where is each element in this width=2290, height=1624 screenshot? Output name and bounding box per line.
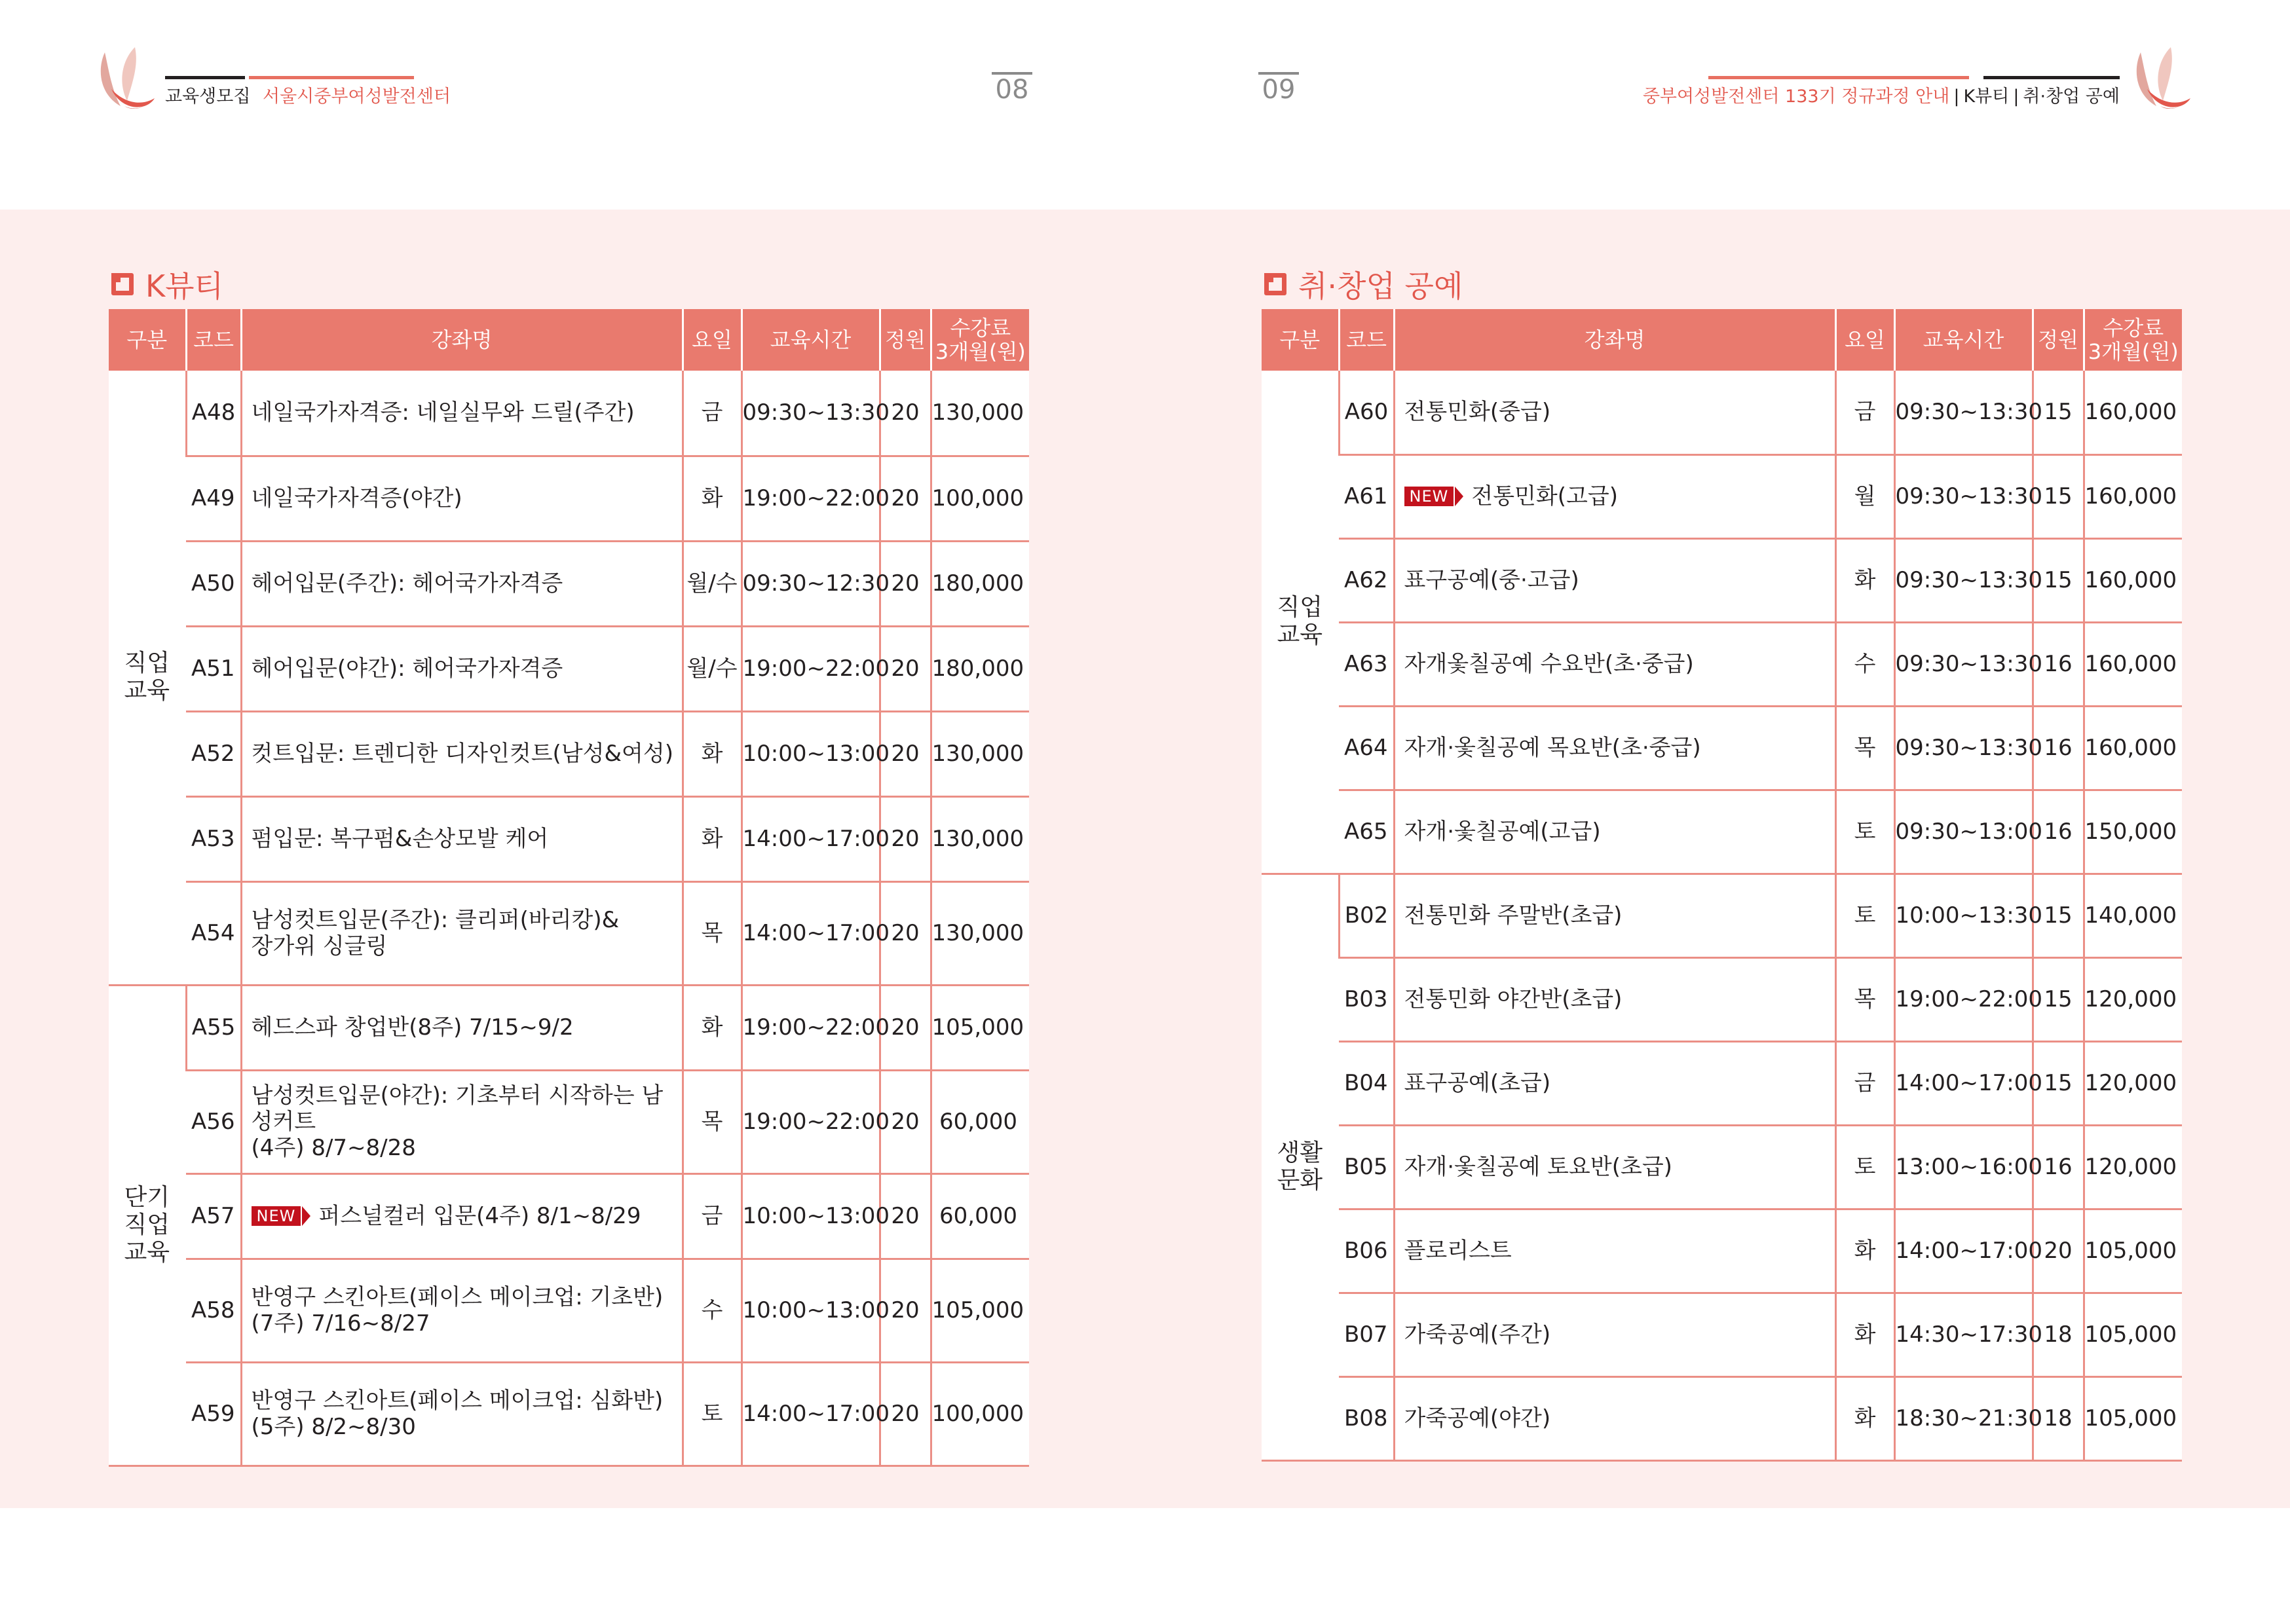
course-name-cell bbox=[1394, 874, 1835, 957]
table-row bbox=[1262, 874, 2182, 957]
course-time-cell: 10:00~13:00 bbox=[741, 1259, 880, 1362]
course-code-cell: B05 bbox=[1339, 1125, 1394, 1209]
course-fee-cell: 105,000 bbox=[931, 985, 1029, 1070]
course-capacity-cell: 20 bbox=[880, 796, 931, 881]
course-code-cell: B07 bbox=[1339, 1293, 1394, 1376]
category-label: 단기 직업 교육 bbox=[124, 1184, 170, 1266]
course-code-cell: A60 bbox=[1339, 371, 1394, 454]
category-label: 생활 문화 bbox=[1277, 1139, 1323, 1194]
course-name-cell bbox=[1394, 538, 1835, 622]
course-name: 플로리스트 bbox=[1404, 1238, 1512, 1264]
category-cell bbox=[1262, 874, 1339, 1460]
course-code-cell: A58 bbox=[186, 1259, 241, 1362]
course-fee-cell: 160,000 bbox=[2084, 371, 2182, 454]
table-row bbox=[1262, 957, 2182, 1041]
course-fee-cell: 105,000 bbox=[2084, 1293, 2182, 1376]
course-day-cell: 월/수 bbox=[683, 626, 741, 711]
course-day-cell: 토 bbox=[1835, 1125, 1894, 1209]
table-row bbox=[109, 881, 1029, 985]
course-day-cell: 목 bbox=[683, 1070, 741, 1173]
course-time-cell: 13:00~16:00 bbox=[1894, 1125, 2033, 1209]
course-day-cell: 화 bbox=[683, 796, 741, 881]
course-code-cell: B03 bbox=[1339, 957, 1394, 1041]
course-code-cell: A57 bbox=[186, 1173, 241, 1259]
center-logo-icon bbox=[2131, 43, 2192, 115]
course-name-cell bbox=[1394, 622, 1835, 706]
course-capacity-cell: 20 bbox=[880, 711, 931, 796]
table-row bbox=[1262, 1041, 2182, 1125]
table-row bbox=[1262, 371, 2182, 454]
table-row bbox=[1262, 706, 2182, 790]
course-name: 헤어입문(주간): 헤어국가자격증 bbox=[251, 570, 563, 597]
header-right-craft: 취·창업 공예 bbox=[2023, 86, 2120, 107]
column-header: 교육시간 bbox=[1894, 309, 2033, 371]
course-name-cell bbox=[241, 711, 683, 796]
course-day-cell: 화 bbox=[683, 711, 741, 796]
course-code-cell: B08 bbox=[1339, 1376, 1394, 1460]
course-fee-cell: 130,000 bbox=[931, 796, 1029, 881]
course-name-cell bbox=[1394, 1209, 1835, 1293]
course-name: 남성컷트입문(주간): 클리퍼(바리캉)& 장가위 싱글링 bbox=[251, 907, 620, 959]
course-fee-cell: 60,000 bbox=[931, 1070, 1029, 1173]
course-fee-cell: 140,000 bbox=[2084, 874, 2182, 957]
column-header: 코드 bbox=[1339, 309, 1394, 371]
column-header: 교육시간 bbox=[741, 309, 880, 371]
course-day-cell: 화 bbox=[1835, 1209, 1894, 1293]
course-fee-cell: 160,000 bbox=[2084, 622, 2182, 706]
column-header: 강좌명 bbox=[1394, 309, 1835, 371]
kbeauty-course-table bbox=[109, 309, 1029, 1467]
course-name: 자개·옻칠공예 토요반(초급) bbox=[1404, 1154, 1672, 1180]
course-name-cell bbox=[241, 1173, 683, 1259]
table-row bbox=[109, 456, 1029, 541]
course-code-cell: A49 bbox=[186, 456, 241, 541]
course-name-cell bbox=[1394, 371, 1835, 454]
table-header-row bbox=[1262, 309, 2182, 371]
course-code-cell: A55 bbox=[186, 985, 241, 1070]
column-header: 코드 bbox=[186, 309, 241, 371]
course-name: 네일국가자격증: 네일실무와 드릴(주간) bbox=[251, 399, 635, 426]
course-capacity-cell: 15 bbox=[2033, 454, 2084, 538]
column-header: 요일 bbox=[1835, 309, 1894, 371]
course-fee-cell: 130,000 bbox=[931, 711, 1029, 796]
table-row bbox=[1262, 538, 2182, 622]
course-code-cell: A54 bbox=[186, 881, 241, 985]
column-header: 수강료 3개월(원) bbox=[2084, 309, 2182, 371]
course-name-cell bbox=[241, 1259, 683, 1362]
header-right-program: 중부여성발전센터 133기 정규과정 안내 bbox=[1642, 86, 1950, 107]
table-row bbox=[1262, 1209, 2182, 1293]
course-time-cell: 14:00~17:00 bbox=[741, 796, 880, 881]
course-capacity-cell: 15 bbox=[2033, 874, 2084, 957]
course-name: 전통민화(중급) bbox=[1404, 399, 1551, 426]
table-row bbox=[1262, 1376, 2182, 1460]
section-square-icon bbox=[1264, 273, 1286, 295]
course-code-cell: A50 bbox=[186, 541, 241, 626]
course-fee-cell: 130,000 bbox=[931, 881, 1029, 985]
course-day-cell: 토 bbox=[1835, 790, 1894, 874]
course-name: 퍼스널컬러 입문(4주) 8/1~8/29 bbox=[318, 1203, 641, 1229]
course-name-cell bbox=[1394, 790, 1835, 874]
course-name: 전통민화 주말반(초급) bbox=[1404, 902, 1623, 929]
table-row bbox=[1262, 454, 2182, 538]
new-arrow-icon bbox=[1455, 487, 1463, 506]
table-row bbox=[109, 1070, 1029, 1173]
page-number-left: 08 bbox=[992, 75, 1032, 105]
course-name-cell bbox=[1394, 706, 1835, 790]
course-name-cell bbox=[1394, 1125, 1835, 1209]
course-name-cell bbox=[241, 456, 683, 541]
course-fee-cell: 120,000 bbox=[2084, 957, 2182, 1041]
course-code-cell: A64 bbox=[1339, 706, 1394, 790]
course-name: 가죽공예(주간) bbox=[1404, 1321, 1551, 1348]
category-cell bbox=[109, 985, 186, 1466]
course-time-cell: 10:00~13:00 bbox=[741, 1173, 880, 1259]
course-code-cell: A51 bbox=[186, 626, 241, 711]
course-code-cell: B02 bbox=[1339, 874, 1394, 957]
course-capacity-cell: 16 bbox=[2033, 622, 2084, 706]
course-day-cell: 월/수 bbox=[683, 541, 741, 626]
course-capacity-cell: 20 bbox=[880, 1173, 931, 1259]
column-header: 강좌명 bbox=[241, 309, 683, 371]
course-fee-cell: 100,000 bbox=[931, 456, 1029, 541]
course-day-cell: 화 bbox=[1835, 1376, 1894, 1460]
course-time-cell: 14:00~17:00 bbox=[1894, 1041, 2033, 1125]
course-time-cell: 19:00~22:00 bbox=[1894, 957, 2033, 1041]
course-day-cell: 월 bbox=[1835, 454, 1894, 538]
column-header: 정원 bbox=[880, 309, 931, 371]
course-time-cell: 09:30~13:30 bbox=[1894, 622, 2033, 706]
course-time-cell: 09:30~13:30 bbox=[741, 371, 880, 456]
course-name: 헤어입문(야간): 헤어국가자격증 bbox=[251, 655, 563, 682]
course-day-cell: 화 bbox=[1835, 538, 1894, 622]
course-day-cell: 목 bbox=[683, 881, 741, 985]
course-capacity-cell: 16 bbox=[2033, 1125, 2084, 1209]
craft-course-table bbox=[1262, 309, 2182, 1462]
course-name-cell bbox=[241, 371, 683, 456]
course-capacity-cell: 20 bbox=[880, 881, 931, 985]
course-time-cell: 14:00~17:00 bbox=[741, 881, 880, 985]
course-name-cell bbox=[1394, 1376, 1835, 1460]
center-logo-icon bbox=[96, 43, 156, 115]
course-code-cell: B04 bbox=[1339, 1041, 1394, 1125]
course-fee-cell: 120,000 bbox=[2084, 1041, 2182, 1125]
section-title-text: K뷰티 bbox=[145, 268, 224, 304]
header-separator: | bbox=[1953, 86, 1960, 107]
course-name: 전통민화 야간반(초급) bbox=[1404, 986, 1623, 1012]
course-name: 반영구 스킨아트(페이스 메이크업: 심화반) (5주) 8/2~8/30 bbox=[251, 1388, 664, 1440]
course-time-cell: 10:00~13:30 bbox=[1894, 874, 2033, 957]
new-badge: NEW bbox=[252, 1206, 301, 1226]
course-capacity-cell: 16 bbox=[2033, 790, 2084, 874]
table-row bbox=[109, 985, 1029, 1070]
course-day-cell: 화 bbox=[683, 985, 741, 1070]
table-row bbox=[109, 711, 1029, 796]
category-cell bbox=[1262, 371, 1339, 874]
course-capacity-cell: 20 bbox=[880, 626, 931, 711]
course-time-cell: 09:30~13:30 bbox=[1894, 706, 2033, 790]
course-name: 자개·옻칠공예(고급) bbox=[1404, 819, 1601, 845]
course-code-cell: A61 bbox=[1339, 454, 1394, 538]
table-header-row bbox=[109, 309, 1029, 371]
course-fee-cell: 130,000 bbox=[931, 371, 1029, 456]
table-row bbox=[109, 1362, 1029, 1466]
course-time-cell: 19:00~22:00 bbox=[741, 1070, 880, 1173]
header-rule-black-right bbox=[1983, 76, 2120, 79]
course-name: 남성컷트입문(야간): 기초부터 시작하는 남성커트 (4주) 8/7~8/28 bbox=[251, 1082, 664, 1161]
course-name: 자개·옻칠공예 목요반(초·중급) bbox=[1404, 735, 1701, 761]
column-header: 구분 bbox=[109, 309, 186, 371]
course-code-cell: A53 bbox=[186, 796, 241, 881]
section-title-kbeauty bbox=[111, 265, 223, 304]
course-capacity-cell: 20 bbox=[880, 456, 931, 541]
course-name: 펌입문: 복구펌&손상모발 케어 bbox=[251, 826, 549, 852]
course-name-cell bbox=[1394, 1293, 1835, 1376]
new-arrow-icon bbox=[302, 1206, 310, 1226]
header-rule-black bbox=[165, 76, 245, 79]
course-fee-cell: 105,000 bbox=[2084, 1209, 2182, 1293]
header-left-label: 교육생모집 bbox=[165, 86, 251, 107]
course-capacity-cell: 20 bbox=[2033, 1209, 2084, 1293]
course-capacity-cell: 20 bbox=[880, 1362, 931, 1466]
course-fee-cell: 160,000 bbox=[2084, 538, 2182, 622]
course-capacity-cell: 20 bbox=[880, 541, 931, 626]
page-number-right: 09 bbox=[1258, 75, 1299, 105]
course-capacity-cell: 15 bbox=[2033, 1041, 2084, 1125]
course-fee-cell: 105,000 bbox=[2084, 1376, 2182, 1460]
course-capacity-cell: 15 bbox=[2033, 371, 2084, 454]
course-time-cell: 14:30~17:30 bbox=[1894, 1293, 2033, 1376]
course-fee-cell: 180,000 bbox=[931, 626, 1029, 711]
table-row bbox=[109, 541, 1029, 626]
section-title-text: 취·창업 공예 bbox=[1298, 268, 1463, 304]
course-code-cell: A56 bbox=[186, 1070, 241, 1173]
table-row bbox=[109, 1173, 1029, 1259]
header-left bbox=[165, 84, 451, 110]
course-name-cell bbox=[241, 1070, 683, 1173]
table-row bbox=[1262, 790, 2182, 874]
table-row bbox=[1262, 622, 2182, 706]
course-time-cell: 14:00~17:00 bbox=[741, 1362, 880, 1466]
course-capacity-cell: 15 bbox=[2033, 538, 2084, 622]
course-capacity-cell: 20 bbox=[880, 371, 931, 456]
course-name: 자개옻칠공예 수요반(초·중급) bbox=[1404, 651, 1694, 677]
course-time-cell: 19:00~22:00 bbox=[741, 626, 880, 711]
course-capacity-cell: 18 bbox=[2033, 1293, 2084, 1376]
header-separator: | bbox=[2013, 86, 2019, 107]
course-code-cell: A62 bbox=[1339, 538, 1394, 622]
course-capacity-cell: 20 bbox=[880, 1259, 931, 1362]
course-time-cell: 10:00~13:00 bbox=[741, 711, 880, 796]
header-right bbox=[1643, 84, 2120, 110]
course-capacity-cell: 16 bbox=[2033, 706, 2084, 790]
course-fee-cell: 100,000 bbox=[931, 1362, 1029, 1466]
course-code-cell: A65 bbox=[1339, 790, 1394, 874]
course-fee-cell: 160,000 bbox=[2084, 706, 2182, 790]
course-fee-cell: 150,000 bbox=[2084, 790, 2182, 874]
section-square-icon bbox=[111, 273, 134, 295]
course-name: 표구공예(중·고급) bbox=[1404, 567, 1579, 593]
course-fee-cell: 60,000 bbox=[931, 1173, 1029, 1259]
course-code-cell: B06 bbox=[1339, 1209, 1394, 1293]
course-time-cell: 09:30~13:30 bbox=[1894, 371, 2033, 454]
course-capacity-cell: 18 bbox=[2033, 1376, 2084, 1460]
course-capacity-cell: 20 bbox=[880, 985, 931, 1070]
course-name: 표구공예(초급) bbox=[1404, 1070, 1551, 1096]
course-day-cell: 목 bbox=[1835, 957, 1894, 1041]
course-name-cell bbox=[241, 796, 683, 881]
category-label: 직업 교육 bbox=[1277, 594, 1323, 649]
course-name-cell bbox=[1394, 957, 1835, 1041]
course-code-cell: A63 bbox=[1339, 622, 1394, 706]
course-day-cell: 수 bbox=[683, 1259, 741, 1362]
course-fee-cell: 105,000 bbox=[931, 1259, 1029, 1362]
course-time-cell: 09:30~13:00 bbox=[1894, 790, 2033, 874]
course-day-cell: 금 bbox=[683, 371, 741, 456]
course-name-cell bbox=[241, 881, 683, 985]
table-row bbox=[109, 796, 1029, 881]
category-label: 직업 교육 bbox=[124, 650, 170, 705]
course-time-cell: 19:00~22:00 bbox=[741, 456, 880, 541]
category-cell bbox=[109, 371, 186, 985]
new-badge: NEW bbox=[1404, 487, 1454, 506]
course-day-cell: 토 bbox=[1835, 874, 1894, 957]
course-fee-cell: 120,000 bbox=[2084, 1125, 2182, 1209]
course-time-cell: 09:30~12:30 bbox=[741, 541, 880, 626]
course-name: 반영구 스킨아트(페이스 메이크업: 기초반) (7주) 7/16~8/27 bbox=[251, 1284, 664, 1337]
course-day-cell: 토 bbox=[683, 1362, 741, 1466]
course-name: 헤드스파 창업반(8주) 7/15~9/2 bbox=[251, 1014, 574, 1041]
course-name-cell bbox=[1394, 1041, 1835, 1125]
course-day-cell: 수 bbox=[1835, 622, 1894, 706]
course-capacity-cell: 20 bbox=[880, 1070, 931, 1173]
course-name: 가죽공예(야간) bbox=[1404, 1405, 1551, 1431]
table-row bbox=[109, 626, 1029, 711]
course-day-cell: 화 bbox=[1835, 1293, 1894, 1376]
course-name: 컷트입문: 트렌디한 디자인컷트(남성&여성) bbox=[251, 741, 673, 767]
course-time-cell: 09:30~13:30 bbox=[1894, 538, 2033, 622]
header-left-center-name: 서울시중부여성발전센터 bbox=[263, 86, 451, 107]
course-name: 네일국가자격증(야간) bbox=[251, 485, 462, 511]
course-name-cell bbox=[241, 541, 683, 626]
course-fee-cell: 180,000 bbox=[931, 541, 1029, 626]
course-day-cell: 목 bbox=[1835, 706, 1894, 790]
course-day-cell: 금 bbox=[1835, 371, 1894, 454]
course-day-cell: 화 bbox=[683, 456, 741, 541]
table-row bbox=[109, 371, 1029, 456]
course-time-cell: 09:30~13:30 bbox=[1894, 454, 2033, 538]
course-day-cell: 금 bbox=[683, 1173, 741, 1259]
course-fee-cell: 160,000 bbox=[2084, 454, 2182, 538]
course-time-cell: 14:00~17:00 bbox=[1894, 1209, 2033, 1293]
header-rule-red bbox=[249, 76, 414, 79]
column-header: 수강료 3개월(원) bbox=[931, 309, 1029, 371]
course-time-cell: 19:00~22:00 bbox=[741, 985, 880, 1070]
column-header: 요일 bbox=[683, 309, 741, 371]
section-title-craft bbox=[1264, 265, 1463, 304]
table-row bbox=[1262, 1293, 2182, 1376]
course-capacity-cell: 15 bbox=[2033, 957, 2084, 1041]
table-row bbox=[1262, 1125, 2182, 1209]
course-name-cell bbox=[1394, 454, 1835, 538]
course-time-cell: 18:30~21:30 bbox=[1894, 1376, 2033, 1460]
course-name-cell bbox=[241, 1362, 683, 1466]
column-header: 정원 bbox=[2033, 309, 2084, 371]
course-name: 전통민화(고급) bbox=[1471, 483, 1618, 509]
column-header: 구분 bbox=[1262, 309, 1339, 371]
course-day-cell: 금 bbox=[1835, 1041, 1894, 1125]
header-right-kbeauty: K뷰티 bbox=[1963, 86, 2010, 107]
table-row bbox=[109, 1259, 1029, 1362]
course-code-cell: A48 bbox=[186, 371, 241, 456]
course-name-cell bbox=[241, 985, 683, 1070]
course-name-cell bbox=[241, 626, 683, 711]
course-code-cell: A52 bbox=[186, 711, 241, 796]
header-rule-red-right bbox=[1708, 76, 1969, 79]
course-code-cell: A59 bbox=[186, 1362, 241, 1466]
